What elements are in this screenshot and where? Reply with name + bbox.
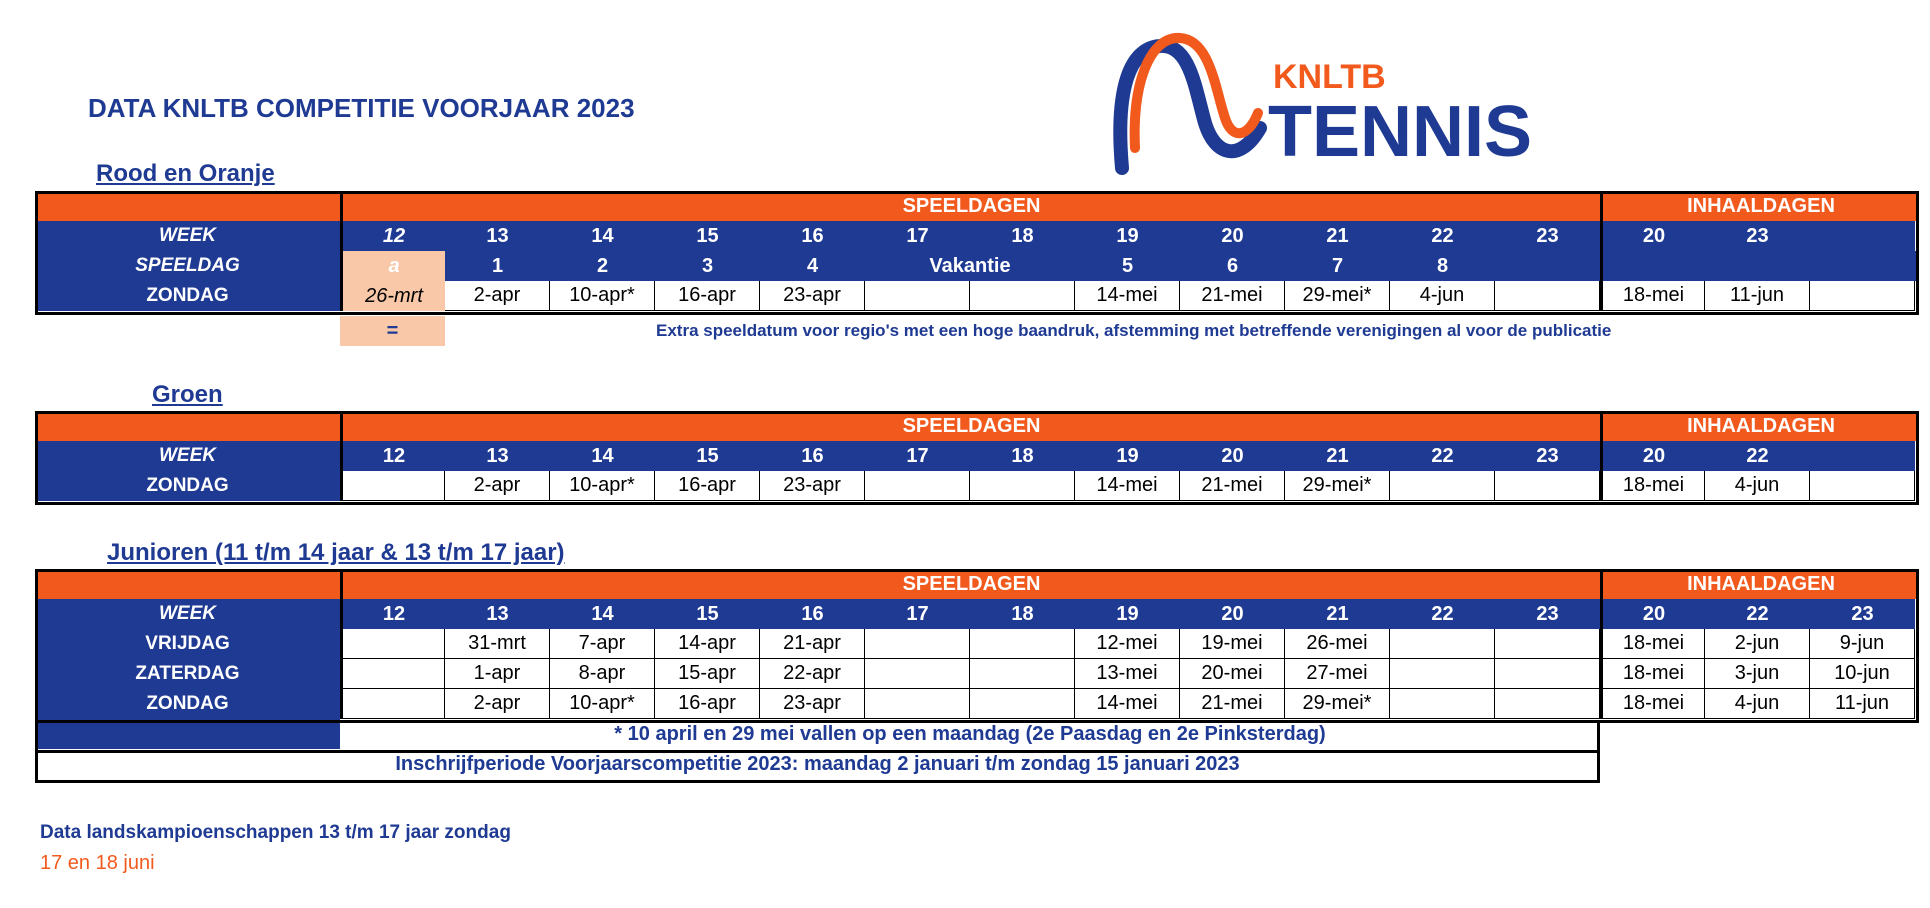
week-cell: 14 — [550, 441, 655, 471]
date-cell — [1495, 689, 1600, 719]
date-cell — [865, 471, 970, 501]
inhaal-date-cell: 11-jun — [1810, 689, 1915, 719]
week-cell: 14 — [550, 599, 655, 629]
date-cell — [1390, 471, 1495, 501]
date-cell: 10-apr* — [550, 689, 655, 719]
week-row — [35, 221, 1919, 251]
week-cell: 23 — [1495, 599, 1600, 629]
speeldag-cell: 4 — [760, 251, 865, 281]
page-title: DATA KNLTB COMPETITIE VOORJAAR 2023 — [88, 93, 635, 123]
week-cell: 17 — [865, 599, 970, 629]
speeldag-vakantie: Vakantie — [865, 251, 1075, 281]
date-cell: 31-mrt — [445, 629, 550, 659]
speeldag-cell: 1 — [445, 251, 550, 281]
vrijdag-row — [35, 629, 1919, 659]
speeldag-inhaal-blank — [1600, 251, 1919, 281]
week-row — [35, 599, 1919, 629]
date-cell — [1390, 659, 1495, 689]
week-cell: 19 — [1075, 599, 1180, 629]
date-cell — [340, 659, 445, 689]
week-cell: 13 — [445, 599, 550, 629]
date-cell: 10-apr* — [550, 281, 655, 311]
inhaal-week-cell: 22 — [1705, 441, 1810, 471]
date-cell: 10-apr* — [550, 471, 655, 501]
date-cell: 23-apr — [760, 471, 865, 501]
date-cell: 15-apr — [655, 659, 760, 689]
svg-text:TENNIS: TENNIS — [1268, 92, 1533, 172]
week-cell: 18 — [970, 599, 1075, 629]
header-row — [35, 411, 1919, 441]
speeldag-cell: 3 — [655, 251, 760, 281]
inhaal-week-cell: 23 — [1705, 221, 1810, 251]
inhaal-week-cell — [1810, 441, 1915, 471]
week-cell: 16 — [760, 441, 865, 471]
date-cell: 12-mei — [1075, 629, 1180, 659]
inhaal-week-cell: 22 — [1705, 599, 1810, 629]
inhaal-week-cell: 20 — [1600, 599, 1705, 629]
week-cell: 22 — [1390, 221, 1495, 251]
speeldag-cell: 5 — [1075, 251, 1180, 281]
legend-text: Extra speeldatum voor regio's met een hoge baandruk, afstemming met betreffende verenigingen al voor de publicatie — [656, 321, 1612, 340]
inhaal-week-cell: 20 — [1600, 441, 1705, 471]
date-cell: 23-apr — [760, 689, 865, 719]
day-label: VRIJDAG — [35, 629, 340, 659]
date-cell: 7-apr — [550, 629, 655, 659]
date-cell — [970, 689, 1075, 719]
week-cell: 23 — [1495, 441, 1600, 471]
speeldag-cell: 8 — [1390, 251, 1495, 281]
speeldag-row — [35, 251, 1919, 281]
date-cell: 4-jun — [1390, 281, 1495, 311]
header-speeldagen: SPEELDAGEN — [340, 569, 1600, 599]
date-cell: 26-mrt — [340, 281, 445, 311]
zondag-row — [35, 281, 1919, 311]
week-cell: 21 — [1285, 441, 1390, 471]
date-cell: 23-apr — [760, 281, 865, 311]
week-cell: 17 — [865, 221, 970, 251]
knltb-tennis-logo — [1110, 28, 1533, 178]
day-label: ZONDAG — [35, 281, 340, 311]
date-cell — [1390, 629, 1495, 659]
speeldag-cell: 2 — [550, 251, 655, 281]
inhaal-date-cell: 9-jun — [1810, 629, 1915, 659]
date-cell: 14-mei — [1075, 689, 1180, 719]
table-rood-oranje — [35, 191, 1919, 311]
week-label: WEEK — [35, 441, 340, 471]
svg-text:KNLTB: KNLTB — [1273, 58, 1386, 96]
date-cell: 26-mei — [1285, 629, 1390, 659]
speeldag-cell — [1495, 251, 1600, 281]
speeldag-label: SPEELDAG — [35, 251, 340, 281]
header-blank — [35, 569, 340, 599]
note-blank — [35, 719, 340, 749]
speeldag-cell: 6 — [1180, 251, 1285, 281]
date-cell: 21-mei — [1180, 471, 1285, 501]
week-cell: 21 — [1285, 599, 1390, 629]
inschrijf-row — [35, 749, 1600, 779]
week-row — [35, 441, 1919, 471]
date-cell: 22-apr — [760, 659, 865, 689]
table-junioren — [35, 569, 1919, 779]
zondag-row — [35, 689, 1919, 719]
date-cell: 8-apr — [550, 659, 655, 689]
week-label: WEEK — [35, 221, 340, 251]
speeldag-cell: 7 — [1285, 251, 1390, 281]
date-cell — [865, 659, 970, 689]
zaterdag-row — [35, 659, 1919, 689]
header-speeldagen: SPEELDAGEN — [340, 411, 1600, 441]
inhaal-week-cell — [1810, 221, 1915, 251]
inhaal-date-cell: 18-mei — [1600, 471, 1705, 501]
zondag-row — [35, 471, 1919, 501]
week-cell: 23 — [1495, 221, 1600, 251]
date-cell — [1390, 689, 1495, 719]
date-cell: 2-apr — [445, 281, 550, 311]
date-cell: 16-apr — [655, 281, 760, 311]
date-cell: 21-apr — [760, 629, 865, 659]
date-cell: 16-apr — [655, 689, 760, 719]
table-groen — [35, 411, 1919, 501]
date-cell: 14-mei — [1075, 281, 1180, 311]
week-cell: 12 — [340, 599, 445, 629]
header-inhaaldagen: INHAALDAGEN — [1600, 191, 1919, 221]
inhaal-date-cell: 4-jun — [1705, 689, 1810, 719]
date-cell: 29-mei* — [1285, 281, 1390, 311]
week-cell: 20 — [1180, 599, 1285, 629]
date-cell: 20-mei — [1180, 659, 1285, 689]
week-cell: 12 — [340, 221, 445, 251]
inhaal-date-cell — [1810, 281, 1915, 311]
section-title-groen: Groen — [152, 381, 223, 408]
header-inhaaldagen: INHAALDAGEN — [1600, 569, 1919, 599]
date-cell — [1495, 629, 1600, 659]
week-cell: 15 — [655, 221, 760, 251]
date-cell — [970, 659, 1075, 689]
section-title-junioren: Junioren (11 t/m 14 jaar & 13 t/m 17 jaar) — [107, 539, 565, 566]
week-label: WEEK — [35, 599, 340, 629]
header-row — [35, 191, 1919, 221]
week-cell: 22 — [1390, 441, 1495, 471]
date-cell — [1495, 659, 1600, 689]
week-cell: 15 — [655, 599, 760, 629]
note-row — [35, 719, 1600, 749]
date-cell: 1-apr — [445, 659, 550, 689]
date-cell: 21-mei — [1180, 689, 1285, 719]
date-cell: 19-mei — [1180, 629, 1285, 659]
date-cell — [970, 629, 1075, 659]
date-cell — [865, 689, 970, 719]
week-cell: 17 — [865, 441, 970, 471]
inhaal-date-cell: 18-mei — [1600, 659, 1705, 689]
date-cell — [340, 629, 445, 659]
footer-line1: Data landskampioenschappen 13 t/m 17 jaar zondag — [40, 822, 511, 843]
inhaal-date-cell: 11-jun — [1705, 281, 1810, 311]
inhaal-date-cell: 10-jun — [1810, 659, 1915, 689]
header-blank — [35, 191, 340, 221]
week-cell: 18 — [970, 221, 1075, 251]
header-row — [35, 569, 1919, 599]
section-title-rood-oranje: Rood en Oranje — [96, 160, 275, 187]
week-cell: 19 — [1075, 441, 1180, 471]
inhaal-date-cell: 2-jun — [1705, 629, 1810, 659]
inschrijf-text: Inschrijfperiode Voorjaarscompetitie 2023: maandag 2 januari t/m zondag 15 januari 2023 — [35, 749, 1600, 779]
date-cell — [970, 281, 1075, 311]
date-cell — [970, 471, 1075, 501]
date-cell: 14-apr — [655, 629, 760, 659]
date-cell: 2-apr — [445, 689, 550, 719]
date-cell: 2-apr — [445, 471, 550, 501]
footer-line2: 17 en 18 juni — [40, 852, 155, 874]
header-speeldagen: SPEELDAGEN — [340, 191, 1600, 221]
week-cell: 20 — [1180, 221, 1285, 251]
date-cell: 27-mei — [1285, 659, 1390, 689]
date-cell — [865, 281, 970, 311]
note-text: * 10 april en 29 mei vallen op een maandag (2e Paasdag en 2e Pinksterdag) — [340, 719, 1600, 749]
date-cell: 29-mei* — [1285, 471, 1390, 501]
date-cell: 13-mei — [1075, 659, 1180, 689]
date-cell — [340, 471, 445, 501]
week-cell: 13 — [445, 221, 550, 251]
week-cell: 16 — [760, 221, 865, 251]
week-cell: 15 — [655, 441, 760, 471]
date-cell — [865, 629, 970, 659]
date-cell — [340, 689, 445, 719]
week-cell: 20 — [1180, 441, 1285, 471]
day-label: ZATERDAG — [35, 659, 340, 689]
inhaal-week-cell: 20 — [1600, 221, 1705, 251]
week-cell: 21 — [1285, 221, 1390, 251]
week-cell: 18 — [970, 441, 1075, 471]
speeldag-cell: a — [340, 251, 445, 281]
inhaal-date-cell: 4-jun — [1705, 471, 1810, 501]
date-cell: 16-apr — [655, 471, 760, 501]
week-cell: 13 — [445, 441, 550, 471]
date-cell: 29-mei* — [1285, 689, 1390, 719]
inhaal-date-cell: 18-mei — [1600, 689, 1705, 719]
legend-swatch: = — [340, 316, 445, 346]
note-divider — [35, 750, 1600, 753]
inhaal-date-cell: 18-mei — [1600, 281, 1705, 311]
date-cell: 21-mei — [1180, 281, 1285, 311]
week-cell: 16 — [760, 599, 865, 629]
week-cell: 22 — [1390, 599, 1495, 629]
inhaal-date-cell: 18-mei — [1600, 629, 1705, 659]
header-inhaaldagen: INHAALDAGEN — [1600, 411, 1919, 441]
date-cell: 14-mei — [1075, 471, 1180, 501]
inhaal-date-cell: 3-jun — [1705, 659, 1810, 689]
header-blank — [35, 411, 340, 441]
day-label: ZONDAG — [35, 471, 340, 501]
week-cell: 19 — [1075, 221, 1180, 251]
inhaal-date-cell — [1810, 471, 1915, 501]
week-cell: 14 — [550, 221, 655, 251]
date-cell — [1495, 471, 1600, 501]
date-cell — [1495, 281, 1600, 311]
day-label: ZONDAG — [35, 689, 340, 719]
inhaal-week-cell: 23 — [1810, 599, 1915, 629]
week-cell: 12 — [340, 441, 445, 471]
